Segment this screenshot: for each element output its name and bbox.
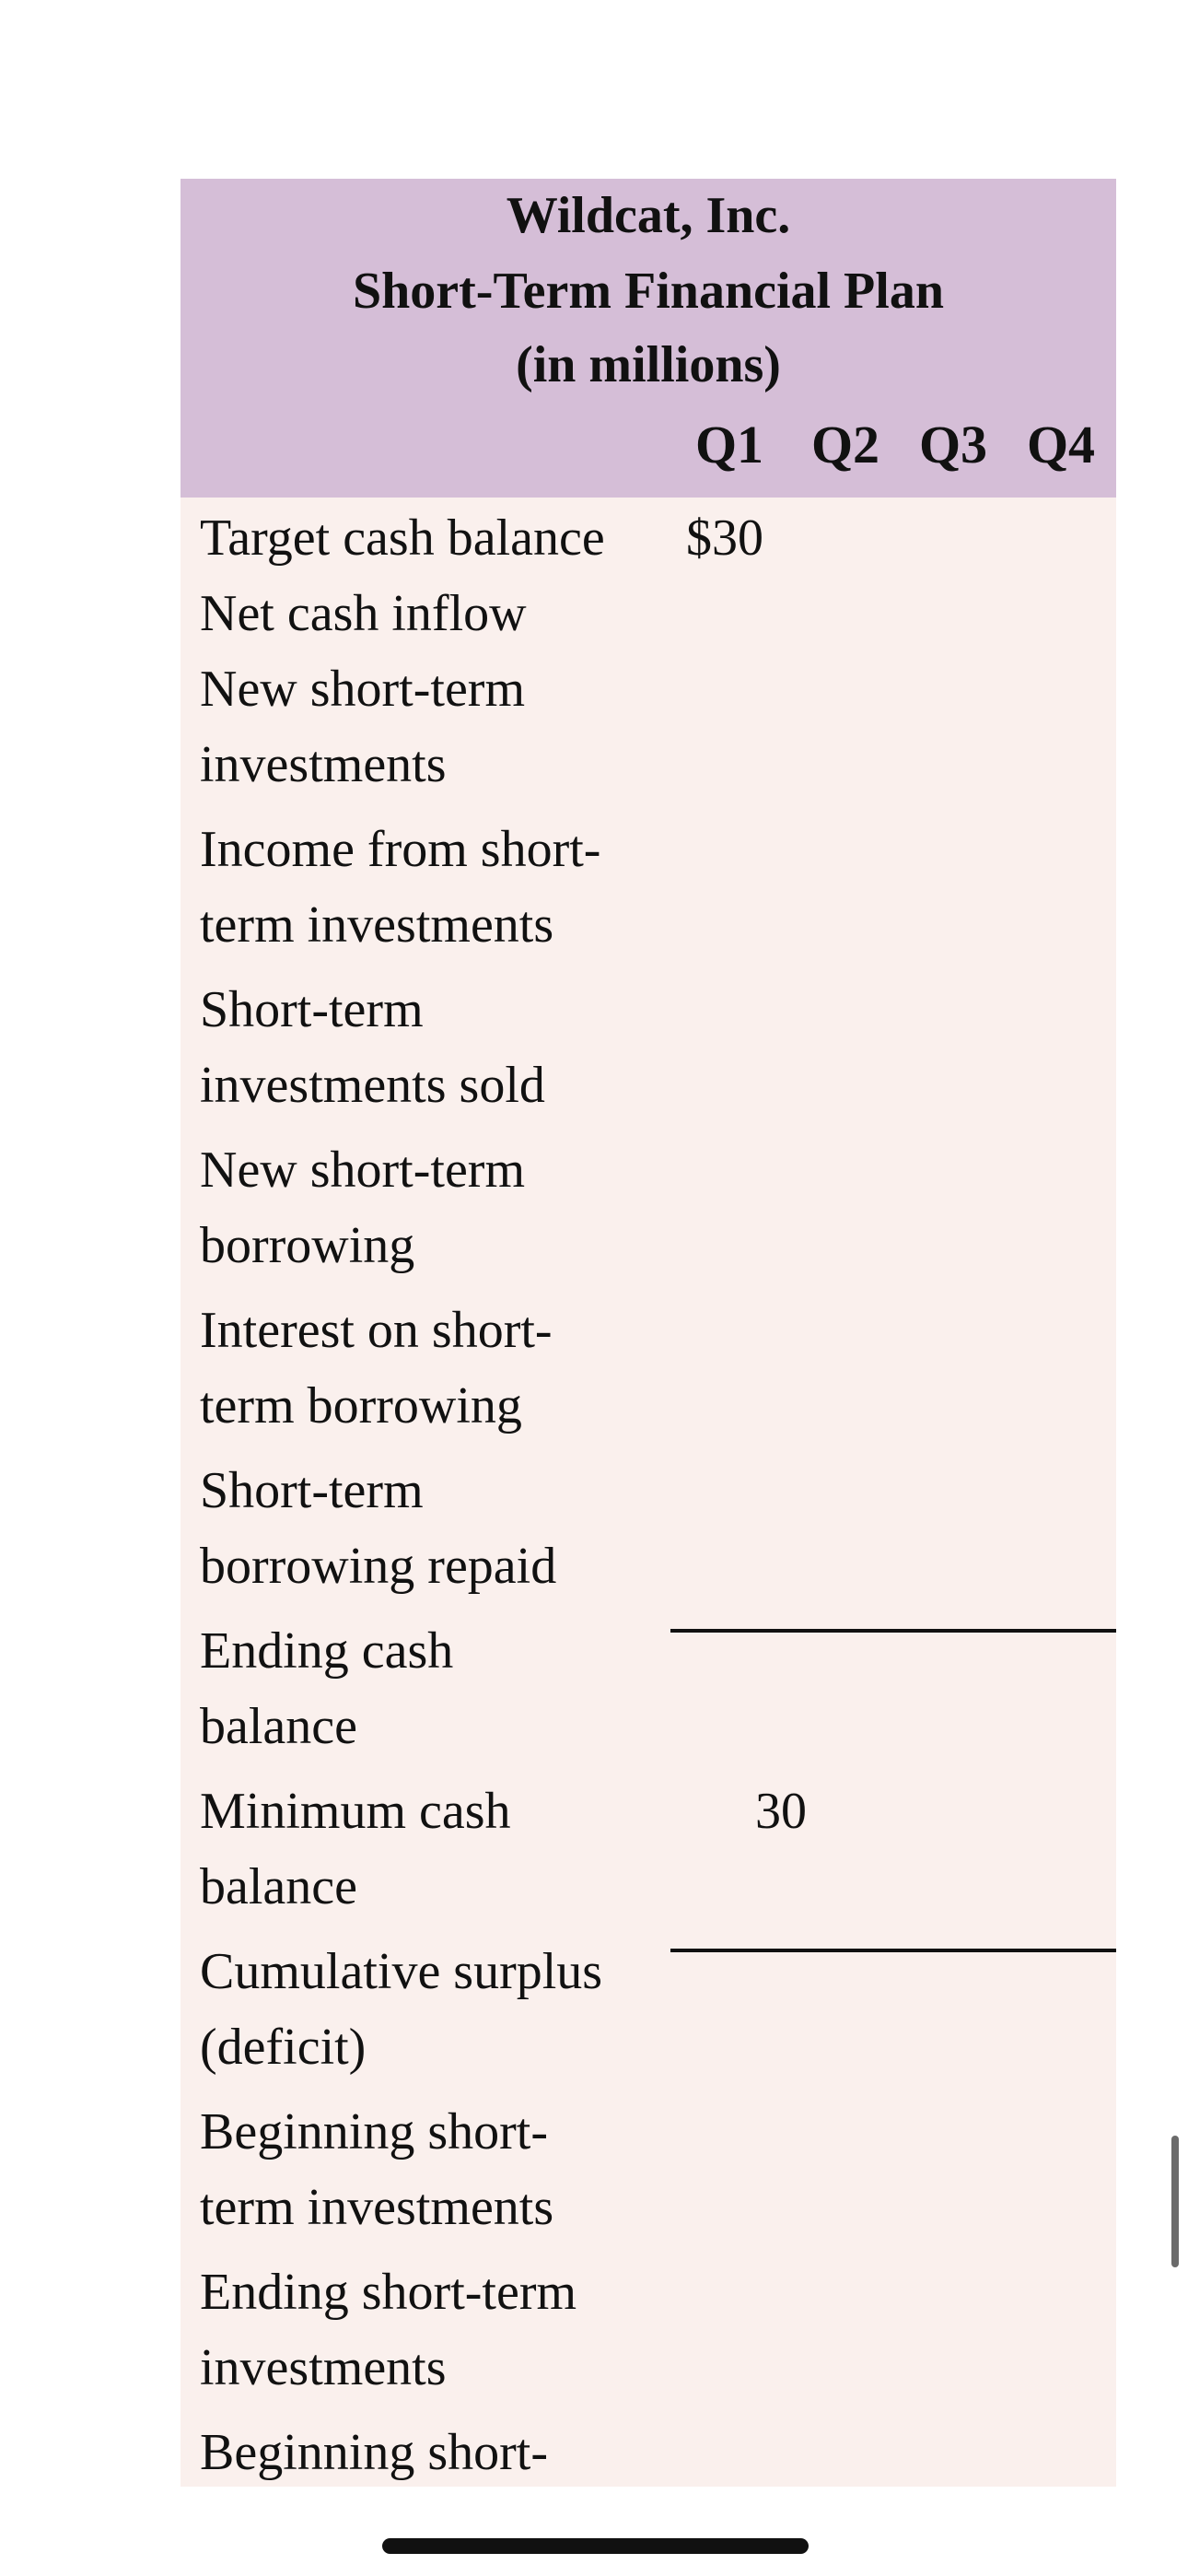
row-label-line: balance (200, 1858, 357, 1915)
row-label-target-cash-balance (200, 500, 660, 576)
column-header-q2: Q2 (810, 415, 880, 474)
row-label-line: Ending cash (200, 1622, 454, 1680)
row-label-new-short-term-borrowing (200, 1132, 660, 1283)
financial-plan-table (181, 179, 1116, 2487)
row-label-line: term investments (200, 896, 554, 954)
row-label-line: Interest on short- (200, 1302, 553, 1359)
subtotal-rule (670, 1949, 1116, 1952)
row-label-line: Minimum cash (200, 1783, 511, 1840)
row-label-line: Short-term (200, 981, 424, 1038)
table-header (181, 179, 1116, 498)
row-label-line: investments sold (200, 1057, 545, 1114)
row-label-ending-cash-balance (200, 1613, 660, 1764)
row-label-net-cash-inflow (200, 576, 660, 651)
vertical-scrollbar[interactable] (1171, 2136, 1179, 2267)
row-label-line: Ending short-term (200, 2264, 577, 2321)
subtotal-rule (670, 1629, 1116, 1633)
row-label-line: New short-term (200, 1142, 526, 1199)
table-title-plan: Short-Term Financial Plan (353, 263, 944, 320)
row-label-minimum-cash-balance (200, 1774, 660, 1925)
row-label-line: Income from short- (200, 821, 601, 878)
column-header-q4: Q4 (1026, 415, 1096, 474)
row-label-line: balance (200, 1698, 357, 1755)
row-label-line: Beginning short- (200, 2103, 548, 2160)
row-value-target-cash-balance-q1: $30 (686, 509, 763, 567)
row-label-beginning-short-term-partial (200, 2415, 660, 2487)
table-title-units: (in millions) (516, 336, 781, 393)
home-indicator[interactable] (382, 2538, 809, 2554)
row-label-interest-on-short-term-borrowing (200, 1293, 660, 1444)
row-label-line: term borrowing (200, 1377, 522, 1434)
row-label-line: Beginning short- (200, 2424, 548, 2481)
row-label-line: Net cash inflow (200, 585, 527, 642)
row-label-ending-short-term-investments (200, 2254, 660, 2406)
row-label-short-term-borrowing-repaid (200, 1453, 660, 1604)
row-label-line: borrowing (200, 1217, 415, 1274)
column-header-q3: Q3 (918, 415, 988, 474)
row-label-line: borrowing repaid (200, 1538, 557, 1595)
row-label-beginning-short-term-investments (200, 2094, 660, 2245)
row-label-line: New short-term (200, 661, 526, 718)
row-label-line: Cumulative surplus (200, 1943, 603, 2000)
row-label-new-short-term-investments (200, 651, 660, 802)
row-label-line: (deficit) (200, 2019, 367, 2076)
row-label-line: Target cash balance (200, 509, 605, 567)
row-label-income-from-short-term-investments (200, 812, 660, 963)
row-label-cumulative-surplus-deficit (200, 1934, 660, 2085)
row-label-line: investments (200, 2339, 447, 2396)
row-label-line: term investments (200, 2179, 554, 2236)
column-header-q1: Q1 (694, 415, 764, 474)
row-label-line: investments (200, 736, 447, 793)
row-value-minimum-cash-balance-q1: 30 (755, 1783, 807, 1840)
row-label-short-term-investments-sold (200, 972, 660, 1123)
table-title-company: Wildcat, Inc. (506, 187, 791, 244)
row-label-line: Short-term (200, 1462, 424, 1519)
